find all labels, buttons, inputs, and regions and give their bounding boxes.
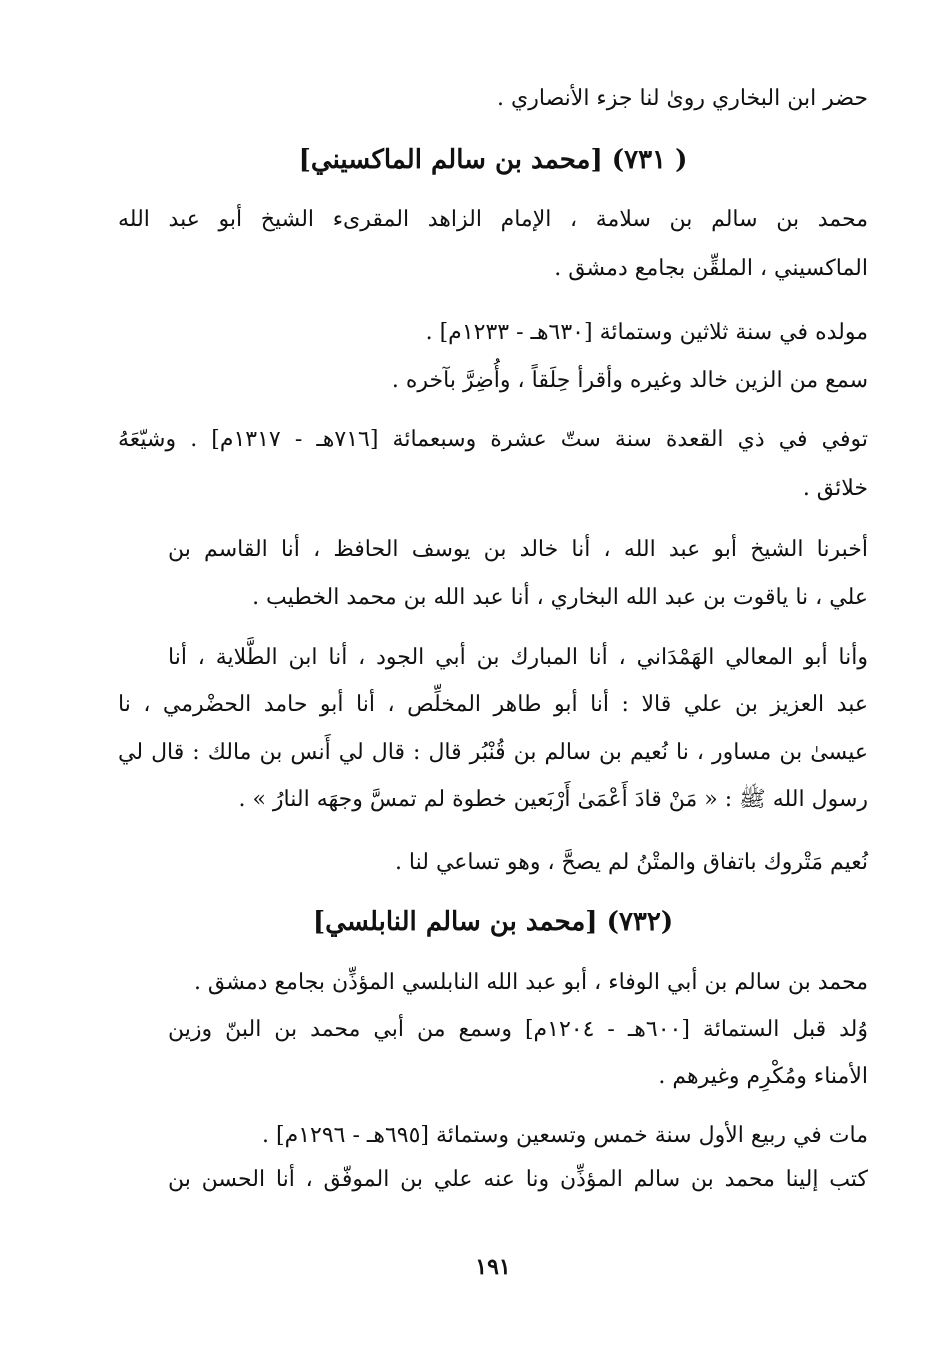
text-line: حضر ابن البخاري روىٰ لنا جزء الأنصاري . [497, 86, 868, 111]
text-line: مولده في سنة ثلاثين وستمائة [٦٣٠هـ - ١٢٣٣م] . [425, 320, 868, 345]
text-line: علي ، نا ياقوت بن عبد الله البخاري ، أنا عبد الله بن محمد الخطيب . [252, 585, 868, 610]
text-line: محمد بن سالم بن سلامة ، الإمام الزاهد المقرىء الشيخ أبو عبد الله [118, 207, 868, 232]
text-line: وُلد قبل الستمائة [٦٠٠هـ - ١٢٠٤م] وسمع من أبي محمد بن البنّ وزين [168, 1017, 869, 1042]
text-line: مات في ربيع الأول سنة خمس وتسعين وستمائة [٦٩٥هـ - ١٢٩٦م] . [262, 1123, 868, 1148]
text-line: عبد العزيز بن علي قالا : أنا أبو طاهر المخلِّص ، أنا أبو حامد الحضْرمي ، نا [118, 692, 868, 717]
text-line: سمع من الزين خالد وغيره وأقرأ حِلَقاً ، وأُضِرَّ بآخره . [391, 368, 868, 393]
text-line: وأنا أبو المعالي الهَمْدَاني ، أنا المبارك بن أبي الجود ، أنا ابن الطَّلاية ، أنا [168, 645, 868, 670]
text-line: خلائق . [802, 476, 868, 501]
hadith-line: رسول الله ﷺ : « مَنْ قادَ أَعْمَىٰ أَرْبَعين خطوة لم تمسَّ وجهَه النارُ » . [238, 787, 868, 812]
text-line: عيسىٰ بن مساور ، نا نُعيم بن سالم بن قُنْبُر قال : قال لي أَنس بن مالك : قال لي [118, 740, 868, 765]
text-line: كتب إلينا محمد بن سالم المؤذِّن ونا عنه علي بن الموفّق ، أنا الحسن بن [168, 1167, 868, 1192]
text-line: محمد بن سالم بن أبي الوفاء ، أبو عبد الله النابلسي المؤذِّن بجامع دمشق . [193, 970, 868, 995]
text-line: توفي في ذي القعدة سنة ستّ عشرة وسبعمائة [٧١٦هـ - ١٣١٧م] . وشيّعَهُ [118, 427, 868, 452]
text-line: نُعيم مَتْروك باتفاق والمتْنُ لم يصحَّ ، وهو تساعي لنا . [394, 850, 868, 875]
text-line: أخبرنا الشيخ أبو عبد الله ، أنا خالد بن يوسف الحافظ ، أنا القاسم بن [168, 537, 868, 562]
entry-heading-731: ( ٧٣١) [محمد بن سالم الماكسيني] [298, 145, 688, 175]
text-line: الماكسيني ، الملقِّن بجامع دمشق . [554, 256, 868, 281]
entry-heading-732: (٧٣٢) [محمد بن سالم النابلسي] [312, 907, 674, 937]
book-page [118, 0, 868, 1371]
text-line: الأمناء ومُكْرِم وغيرهم . [658, 1064, 868, 1089]
page-number: ١٩١ [475, 1254, 511, 1280]
